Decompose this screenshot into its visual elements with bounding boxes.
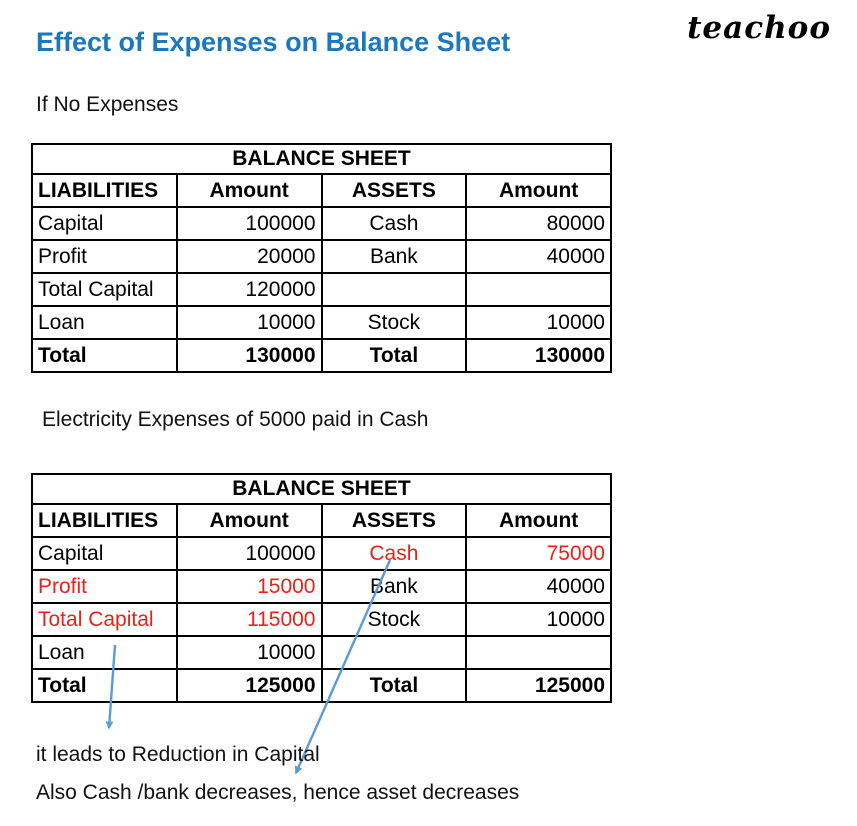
table-cell: Total — [32, 669, 177, 702]
table-cell: Bank — [322, 240, 467, 273]
table-cell: 120000 — [177, 273, 322, 306]
table-row — [32, 603, 611, 636]
table-cell: Total — [32, 339, 177, 372]
table-cell: 125000 — [177, 669, 322, 702]
table-cell: 20000 — [177, 240, 322, 273]
page-title: Effect of Expenses on Balance Sheet — [36, 27, 511, 57]
note-capital-text: it leads to Reduction in Capital — [36, 743, 320, 766]
column-header: Amount — [177, 504, 322, 537]
table-cell: Capital — [32, 537, 177, 570]
table-cell: 75000 — [466, 537, 611, 570]
table-cell: Bank — [322, 570, 467, 603]
table-cell: 125000 — [466, 669, 611, 702]
table-cell: Loan — [32, 306, 177, 339]
table-row — [32, 570, 611, 603]
table-cell: Profit — [32, 240, 177, 273]
table-cell: Cash — [322, 537, 467, 570]
table-cell: Total Capital — [32, 603, 177, 636]
table-row — [32, 306, 611, 339]
table-cell: 10000 — [177, 306, 322, 339]
table-cell: Stock — [322, 603, 467, 636]
table-cell: Profit — [32, 570, 177, 603]
table-row — [32, 207, 611, 240]
column-header: LIABILITIES — [32, 174, 177, 207]
table-cell: Capital — [32, 207, 177, 240]
balance-sheet-table-after-expenses — [31, 473, 612, 703]
table-title: BALANCE SHEET — [32, 144, 611, 174]
table-row — [32, 273, 611, 306]
table-cell: Cash — [322, 207, 467, 240]
table-row — [32, 636, 611, 669]
intro-text: If No Expenses — [36, 93, 179, 116]
table-cell: 115000 — [177, 603, 322, 636]
table-cell: Total Capital — [32, 273, 177, 306]
note-cash-text: Also Cash /bank decreases, hence asset decreases — [36, 781, 520, 804]
teachoo-logo: teachoo — [687, 10, 831, 46]
table-cell: 130000 — [177, 339, 322, 372]
table-cell: 15000 — [177, 570, 322, 603]
table-cell: 10000 — [466, 603, 611, 636]
table-cell: Total — [322, 669, 467, 702]
table-row — [32, 537, 611, 570]
table-cell: Total — [322, 339, 467, 372]
table-row — [32, 669, 611, 702]
balance-sheet-table-no-expenses — [31, 143, 612, 373]
column-header: ASSETS — [322, 174, 467, 207]
table-cell: 80000 — [466, 207, 611, 240]
table-cell: Stock — [322, 306, 467, 339]
table-cell: 10000 — [466, 306, 611, 339]
table-title: BALANCE SHEET — [32, 474, 611, 504]
column-header: ASSETS — [322, 504, 467, 537]
table-cell — [322, 636, 467, 669]
table-cell — [322, 273, 467, 306]
table-cell: 100000 — [177, 207, 322, 240]
scenario-text: Electricity Expenses of 5000 paid in Cash — [42, 408, 429, 431]
column-header: Amount — [466, 174, 611, 207]
table-cell: 100000 — [177, 537, 322, 570]
table-cell — [466, 636, 611, 669]
table-row — [32, 240, 611, 273]
column-header: LIABILITIES — [32, 504, 177, 537]
column-header: Amount — [177, 174, 322, 207]
table-cell: 10000 — [177, 636, 322, 669]
table-cell — [466, 273, 611, 306]
table-row — [32, 339, 611, 372]
table-cell: Loan — [32, 636, 177, 669]
table-cell: 40000 — [466, 570, 611, 603]
column-header: Amount — [466, 504, 611, 537]
table-cell: 130000 — [466, 339, 611, 372]
table-cell: 40000 — [466, 240, 611, 273]
